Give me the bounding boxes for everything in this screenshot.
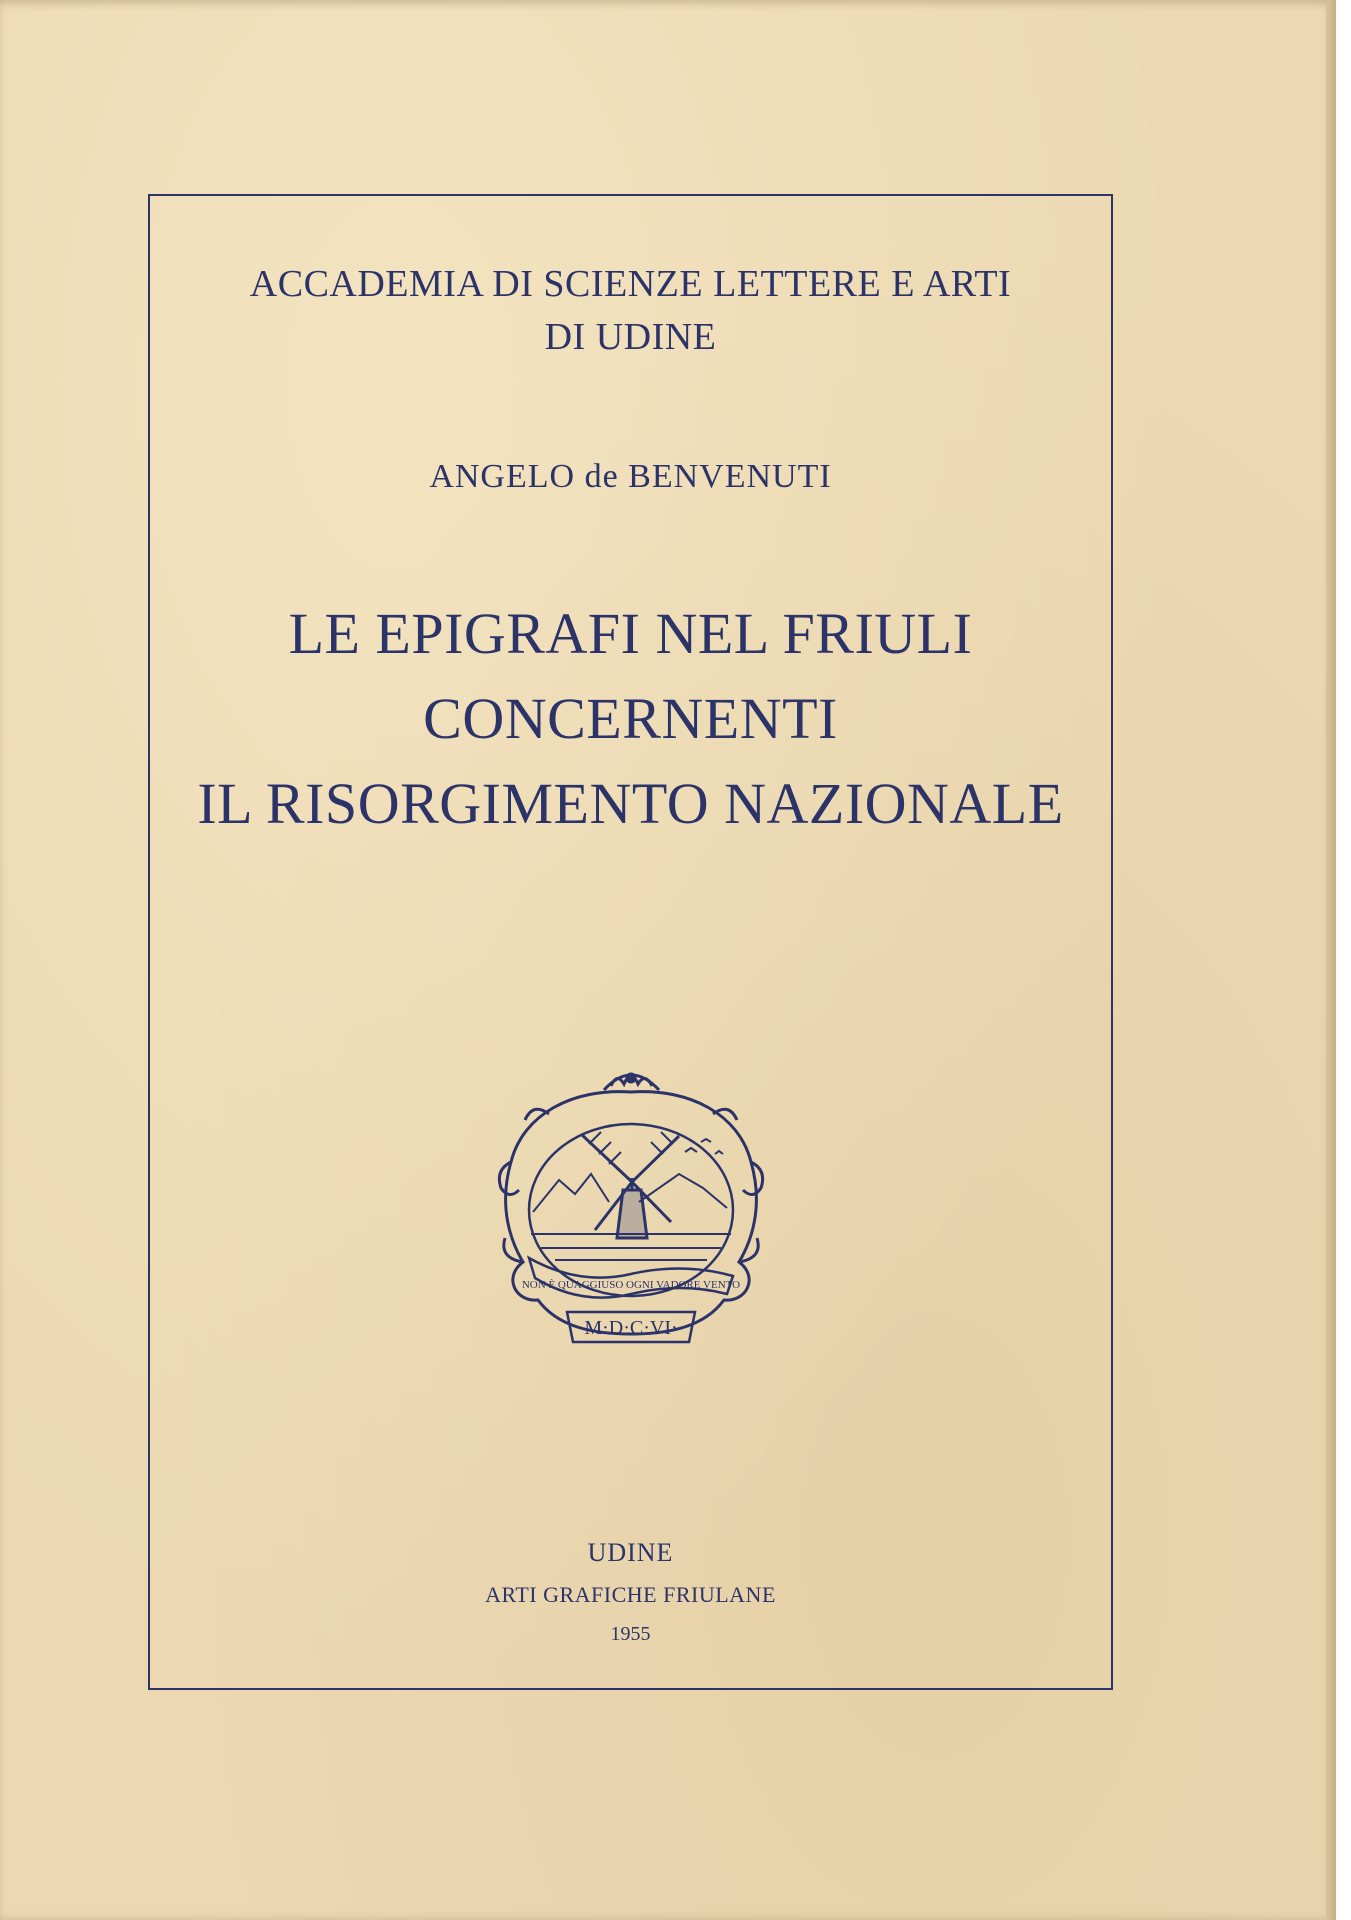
- book-title-line-3: IL RISORGIMENTO NAZIONALE: [197, 771, 1064, 836]
- publisher-emblem: [489, 1062, 773, 1356]
- book-title-line-1: LE EPIGRAFI NEL FRIULI: [288, 601, 973, 666]
- author-name: ANGELO de BENVENUTI: [429, 458, 832, 495]
- academy-name-line-2: DI UDINE: [544, 316, 717, 358]
- imprint-publisher: ARTI GRAFICHE FRIULANE: [485, 1582, 776, 1607]
- imprint-city: UDINE: [587, 1538, 674, 1567]
- cover-border-frame: [148, 194, 1113, 1690]
- cover-page-edge: [1326, 0, 1336, 1920]
- emblem-motto: NON È QUAGGIUSO OGNI VADORE VENTO: [521, 1279, 741, 1291]
- book-title-line-2: CONCERNENTI: [423, 686, 838, 751]
- emblem-year-numeral: M·D·C·VI·: [584, 1317, 678, 1339]
- academy-name-line-1: ACCADEMIA DI SCIENZE LETTERE E ARTI: [249, 263, 1012, 305]
- imprint-year: 1955: [610, 1623, 651, 1645]
